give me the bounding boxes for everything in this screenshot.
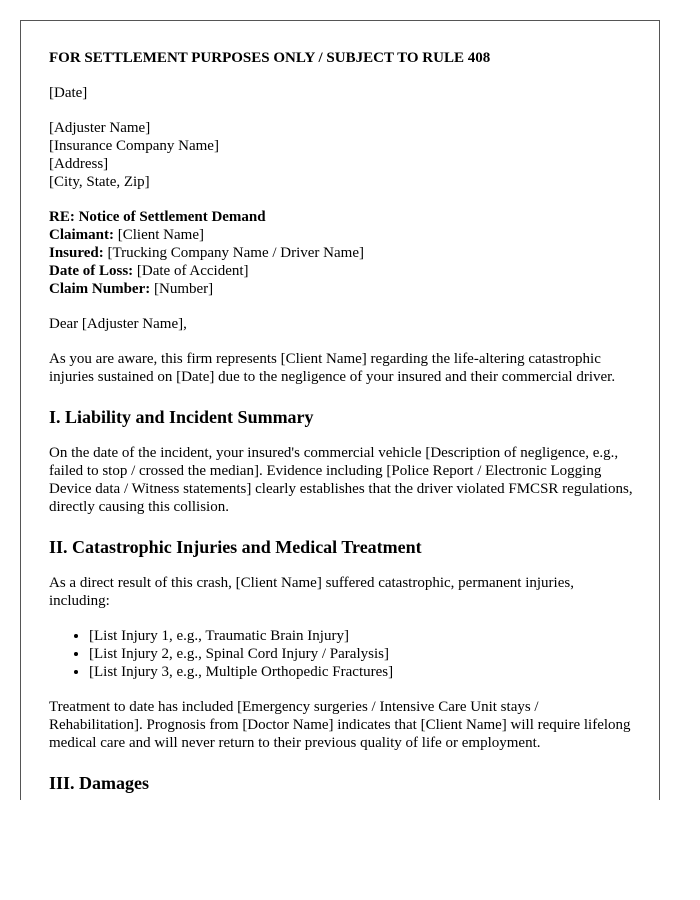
- re-block: [49, 208, 634, 298]
- injury-list-item: • [List Injury 3, e.g., Multiple Orthopedic Fractures]: [89, 663, 634, 681]
- section-heading-damages: III. Damages: [49, 773, 150, 793]
- insured-line: [49, 244, 634, 262]
- insured-label: Insured:: [49, 245, 104, 261]
- recipient-name: [Adjuster Name]: [49, 120, 151, 136]
- section-heading-injuries: II. Catastrophic Injuries and Medical Treatment: [49, 537, 422, 557]
- liability-paragraph: On the date of the incident, your insured's commercial vehicle [Description of negligence, e.g., failed to stop / crossed the median]. Evidence including [Police Report / Electronic Logging Device data / Witness statements] clearly establishes that the driver violated FMCSR regulations, directly causing this collision.: [49, 445, 633, 515]
- injury-list-item: • [List Injury 1, e.g., Traumatic Brain Injury]: [89, 627, 634, 645]
- injury-list-item: • [List Injury 2, e.g., Spinal Cord Injury / Paralysis]: [89, 645, 634, 663]
- settlement-notice: FOR SETTLEMENT PURPOSES ONLY / SUBJECT TO RULE 408: [49, 50, 491, 66]
- claim-number-value: [Number]: [150, 281, 214, 297]
- letter-body: [49, 49, 634, 800]
- claimant-value: [Client Name]: [114, 227, 204, 243]
- recipient-block: [49, 119, 634, 191]
- date-of-loss-label: Date of Loss:: [49, 263, 134, 279]
- section-heading-liability: I. Liability and Incident Summary: [49, 407, 314, 427]
- treatment-paragraph: Treatment to date has included [Emergency surgeries / Intensive Care Unit stays / Rehabilitation]. Prognosis from [Doctor Name] indicates that [Client Name] will require lifelong medical care and will never return to their previous quality of life or employment.: [49, 699, 631, 751]
- injuries-intro-paragraph: As a direct result of this crash, [Client Name] suffered catastrophic, permanent injuries, including:: [49, 575, 574, 609]
- claim-number-line: [49, 280, 634, 298]
- re-subject: RE: Notice of Settlement Demand: [49, 209, 266, 225]
- claimant-label: Claimant:: [49, 227, 114, 243]
- date-of-loss-line: [49, 262, 634, 280]
- claimant-line: [49, 226, 634, 244]
- claim-number-label: Claim Number:: [49, 281, 151, 297]
- insured-value: [Trucking Company Name / Driver Name]: [103, 245, 364, 261]
- letter-date: [Date]: [49, 85, 88, 101]
- letter-page: [20, 20, 660, 800]
- date-of-loss-value: [Date of Accident]: [133, 263, 249, 279]
- salutation: Dear [Adjuster Name],: [49, 316, 187, 332]
- recipient-address: [Address]: [49, 156, 109, 172]
- injury-list: [49, 627, 634, 681]
- recipient-city-state-zip: [City, State, Zip]: [49, 174, 150, 190]
- intro-paragraph: As you are aware, this firm represents [Client Name] regarding the life-altering catastrophic injuries sustained on [Date] due to the negligence of your insured and their commercial driver.: [49, 351, 616, 385]
- recipient-company: [Insurance Company Name]: [49, 138, 219, 154]
